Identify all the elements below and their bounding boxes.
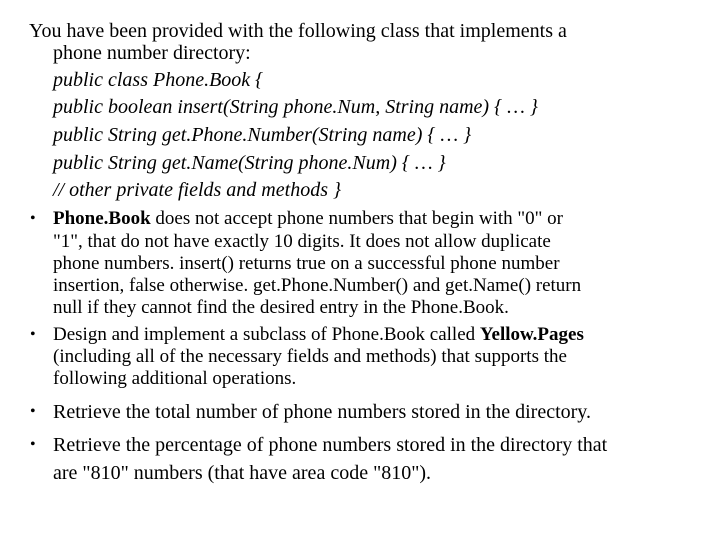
- bullet-2-line-1: [53, 324, 584, 346]
- code-line-get-name: public String get.Name(String phone.Num) { … }: [53, 152, 446, 174]
- code-line-private: // other private fields and methods }: [53, 179, 341, 201]
- bullet-2-line-3: following additional operations.: [53, 368, 297, 389]
- intro-line-1: You have been provided with the following class that implements a: [29, 20, 567, 42]
- bullet-1-line-4: insertion, false otherwise. get.Phone.Number() and get.Name() return: [53, 275, 582, 296]
- code-line-insert: public boolean insert(String phone.Num, String name) { … }: [53, 96, 538, 118]
- bullet-1-line-2: "1", that do not have exactly 10 digits. It does not allow duplicate: [53, 231, 551, 252]
- bullet-1-line-1-rest: does not accept phone numbers that begin with "0" or: [150, 208, 563, 229]
- bullet-dot: •: [30, 210, 36, 227]
- bullet-1-line-1: [53, 208, 563, 230]
- yellowpages-term: Yellow.Pages: [479, 324, 584, 345]
- bullet-4-line-1: Retrieve the percentage of phone numbers stored in the directory that: [53, 434, 608, 456]
- bullet-dot: •: [30, 403, 36, 420]
- bullet-2-line-1-text: Design and implement a subclass of Phone.Book called: [53, 324, 480, 345]
- code-line-class: public class Phone.Book {: [53, 69, 264, 91]
- bullet-dot: •: [30, 436, 36, 453]
- bullet-1-line-5: null if they cannot find the desired entry in the Phone.Book.: [53, 297, 509, 318]
- bullet-dot: •: [30, 326, 36, 343]
- bullet-4-line-2: are "810" numbers (that have area code "810").: [53, 462, 432, 484]
- bullet-1-line-3: phone numbers. insert() returns true on a successful phone number: [53, 253, 560, 274]
- bullet-2-line-2: (including all of the necessary fields and methods) that supports the: [53, 346, 567, 367]
- intro-line-2: phone number directory:: [53, 42, 251, 64]
- phonebook-term: Phone.Book: [53, 208, 151, 229]
- code-line-get-phone-number: public String get.Phone.Number(String name) { … }: [53, 124, 472, 146]
- bullet-3-line-1: Retrieve the total number of phone numbers stored in the directory.: [53, 401, 591, 423]
